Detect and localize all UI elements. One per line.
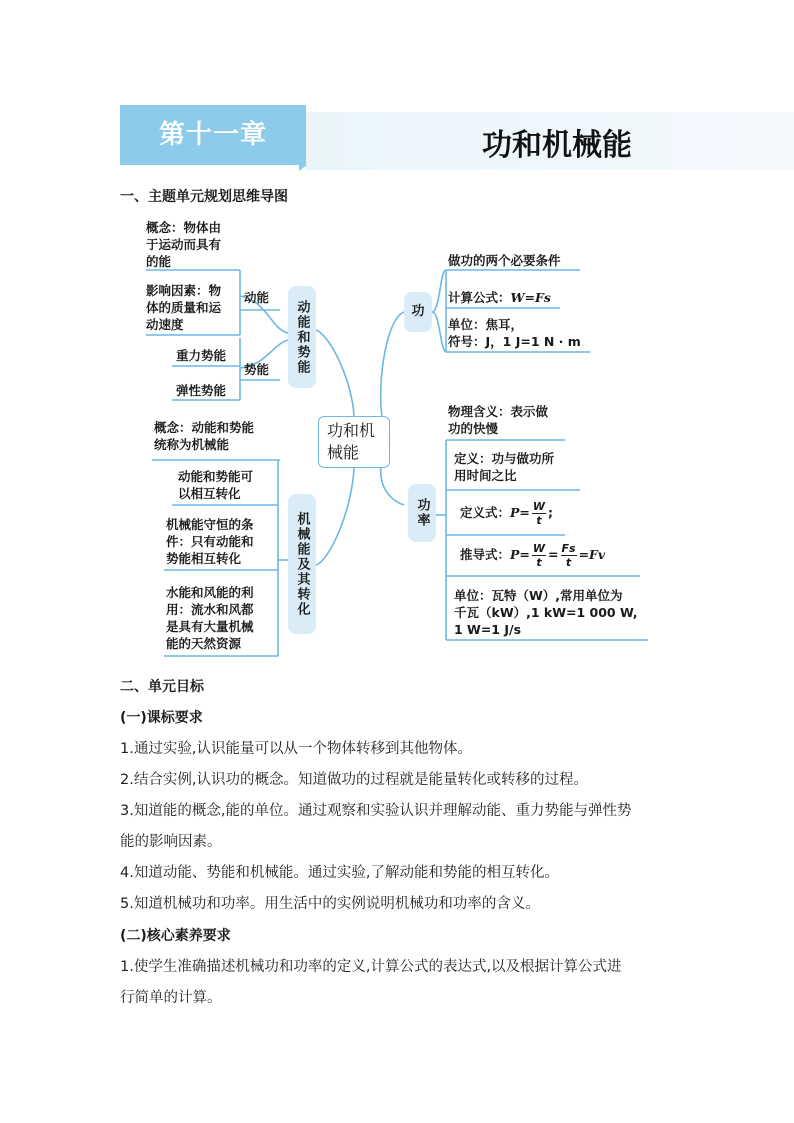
formula-p: P= bbox=[510, 547, 530, 562]
goal-line: 1.通过实验,认识能量可以从一个物体转移到其他物体。 bbox=[120, 741, 472, 757]
text-line: 以相互转化 bbox=[178, 486, 241, 501]
work-formula bbox=[448, 289, 551, 306]
potential-label: 势能 bbox=[244, 362, 270, 377]
kinetic-factors bbox=[146, 282, 221, 333]
work-conditions: 做功的两个必要条件 bbox=[448, 253, 561, 268]
power-meaning bbox=[448, 403, 548, 437]
text-line: 功的快慢 bbox=[448, 421, 499, 436]
subsection-curriculum: (一)课标要求 bbox=[120, 710, 203, 726]
goal-line: 5.知道机械功和功率。用生活中的实例说明机械功和功率的含义。 bbox=[120, 896, 540, 912]
goal-line: 能的影响因素。 bbox=[120, 834, 222, 850]
text-line: 件：只有动能和 bbox=[166, 534, 254, 549]
fraction-denominator: t bbox=[536, 556, 542, 569]
power-unit bbox=[454, 587, 637, 638]
text-line: 概念：物体由 bbox=[146, 220, 222, 235]
chapter-label: 第十一章 bbox=[158, 120, 267, 150]
text-line: 统称为机械能 bbox=[154, 437, 230, 452]
center-label: 功和机械能 bbox=[327, 421, 376, 462]
fraction-w-over-t bbox=[532, 500, 546, 527]
page-title: 功和机械能 bbox=[482, 128, 632, 163]
goal-line: 2.结合实例,认识功的概念。知道做功的过程就是能量转化或转移的过程。 bbox=[120, 772, 588, 788]
fraction-denominator: t bbox=[565, 556, 572, 569]
text-line: 于运动而具有 bbox=[146, 237, 222, 252]
text-line: 能的天然资源 bbox=[166, 636, 242, 651]
power-definition bbox=[454, 450, 554, 484]
section1-heading: 一、主题单元规划思维导图 bbox=[120, 189, 288, 205]
work-formula-label: 计算公式： bbox=[448, 290, 511, 305]
gravitational-potential: 重力势能 bbox=[176, 348, 227, 363]
subsection-core-literacy: (二)核心素养要求 bbox=[120, 928, 231, 944]
fraction-numerator: Fs bbox=[561, 542, 576, 555]
text-line: 影响因素：物 bbox=[146, 283, 222, 298]
text-line: 定义：功与做功所 bbox=[454, 451, 555, 466]
kinetic-label: 动能 bbox=[244, 290, 270, 305]
fraction-denominator: t bbox=[536, 514, 542, 527]
power-derived-formula bbox=[460, 542, 605, 569]
text-line: 动能和势能可 bbox=[178, 469, 254, 484]
text-line: 动速度 bbox=[146, 317, 184, 332]
elastic-potential: 弹性势能 bbox=[176, 383, 227, 398]
formula-equals: = bbox=[548, 547, 559, 562]
mindmap-center bbox=[318, 416, 390, 468]
formula-label: 定义式： bbox=[460, 505, 511, 520]
formula-fv: =Fv bbox=[578, 547, 606, 562]
mech-item-water-wind bbox=[166, 584, 254, 652]
goal-line: 4.知道动能、势能和机械能。通过实验,了解动能和势能的相互转化。 bbox=[120, 865, 559, 881]
text-line: 符号：J，1 J=1 N · m bbox=[448, 334, 581, 349]
text-line: 1 W=1 J/s bbox=[454, 622, 522, 637]
text-line: 物理含义：表示做 bbox=[448, 404, 549, 419]
branch-mechanical-energy: 机械能及其转化 bbox=[288, 494, 316, 634]
goal-line: 行简单的计算。 bbox=[120, 990, 222, 1006]
formula-p: P= bbox=[510, 505, 530, 520]
text-line: 机械能守恒的条 bbox=[166, 517, 254, 532]
formula-label: 推导式： bbox=[460, 547, 511, 562]
text-line: 单位：瓦特（W）,常用单位为 bbox=[454, 588, 623, 603]
mechanical-concept bbox=[154, 419, 254, 453]
text-line: 用时间之比 bbox=[454, 468, 517, 483]
text-line: 千瓦（kW）,1 kW=1 000 W, bbox=[454, 605, 638, 620]
text-line: 概念：动能和势能 bbox=[154, 420, 255, 435]
work-formula-value: W=Fs bbox=[510, 290, 551, 305]
text-line: 的能 bbox=[146, 254, 172, 269]
fraction-numerator: W bbox=[532, 542, 546, 555]
goal-line: 1.使学生准确描述机械功和功率的定义,计算公式的表达式,以及根据计算公式进 bbox=[120, 959, 622, 975]
fraction-numerator: W bbox=[532, 500, 546, 513]
work-unit bbox=[448, 316, 581, 350]
branch-kinetic-potential: 动能和势能 bbox=[288, 286, 316, 388]
branch-power: 功率 bbox=[408, 484, 436, 542]
fraction-w-over-t bbox=[532, 542, 546, 569]
fraction-fs-over-t bbox=[561, 542, 577, 569]
mech-item-conversion bbox=[178, 468, 253, 502]
kinetic-concept bbox=[146, 219, 221, 270]
text-line: 用：流水和风都 bbox=[166, 602, 254, 617]
power-def-formula bbox=[460, 500, 553, 527]
text-line: 势能相互转化 bbox=[166, 551, 242, 566]
section2-heading: 二、单元目标 bbox=[120, 679, 204, 695]
text-line: 单位：焦耳， bbox=[448, 317, 524, 332]
formula-semicolon: ; bbox=[548, 505, 554, 520]
goal-line: 3.知道能的概念,能的单位。通过观察和实验认识并理解动能、重力势能与弹性势 bbox=[120, 803, 632, 819]
text-line: 是具有大量机械 bbox=[166, 619, 254, 634]
branch-work: 功 bbox=[404, 292, 432, 332]
text-line: 体的质量和运 bbox=[146, 300, 222, 315]
mech-item-conservation bbox=[166, 516, 254, 567]
text-line: 水能和风能的利 bbox=[166, 585, 254, 600]
